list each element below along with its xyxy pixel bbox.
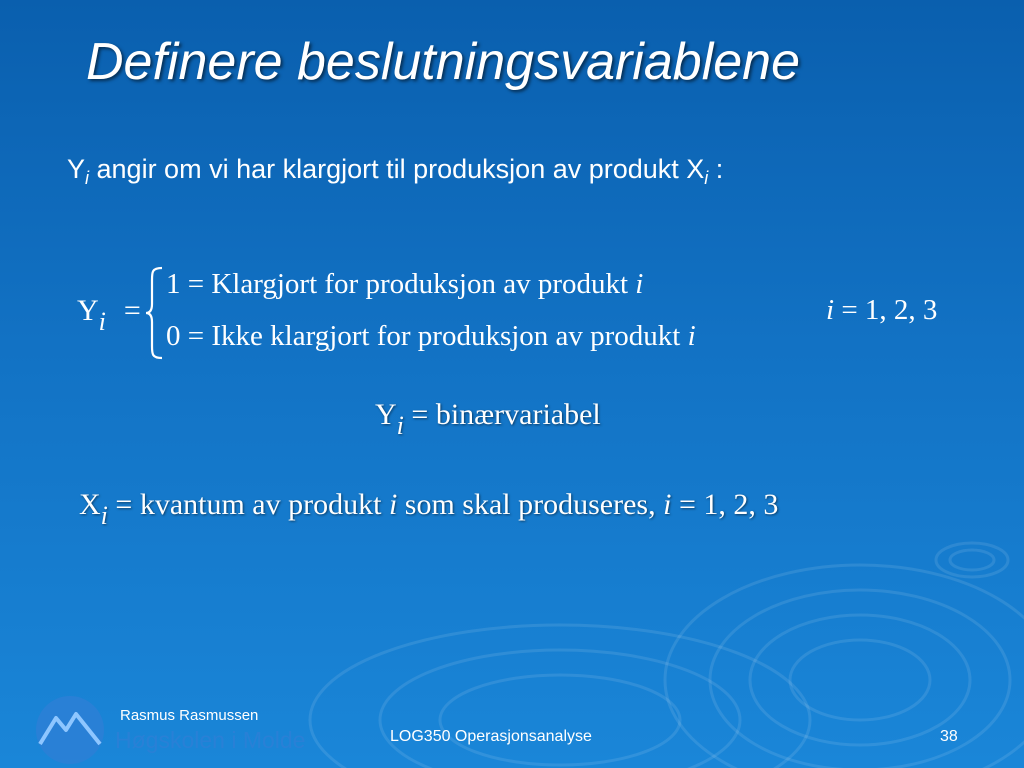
hogskolen-logo-icon: [30, 694, 110, 764]
institution-name: Høgskolen i Molde: [115, 727, 306, 753]
binary-variable-statement: [375, 398, 601, 440]
definition-equals: =: [123, 294, 141, 327]
x-definition-var-1: i: [388, 488, 398, 521]
index-range: [826, 294, 937, 327]
intro-tail: :: [708, 154, 724, 184]
case-klargjort-text: 1 = Klargjort for produksjon av produkt: [166, 268, 636, 300]
x-definition-text-2: som skal produseres,: [397, 488, 664, 521]
case-klargjort: [166, 268, 643, 301]
x-definition-var-2: i: [663, 488, 672, 521]
definition-lhs: [77, 294, 141, 336]
left-brace-icon: [144, 266, 166, 360]
binary-y-subscript: i: [396, 411, 404, 440]
x-definition-text-1: = kvantum av produkt: [107, 488, 389, 521]
intro-y: Y: [67, 154, 86, 184]
intro-y-subscript: i: [85, 168, 90, 188]
case-klargjort-var: i: [635, 268, 644, 300]
intro-text: [67, 154, 724, 188]
x-variable: X: [79, 488, 101, 521]
x-definition-text-3: = 1, 2, 3: [671, 488, 779, 521]
intro-sentence: angir om vi har klargjort til produksjon av produkt X: [89, 154, 705, 184]
intro-x-subscript: i: [704, 168, 709, 188]
index-range-values: = 1, 2, 3: [834, 294, 938, 326]
x-variable-subscript: i: [100, 501, 108, 530]
case-ikke-klargjort-var: i: [687, 320, 696, 352]
binary-text: = binærvariabel: [403, 398, 601, 431]
definition-y: Y: [77, 294, 99, 327]
slide-number: 38: [940, 728, 958, 745]
definition-y-subscript: i: [98, 307, 106, 336]
x-variable-definition: [79, 488, 779, 530]
case-ikke-klargjort-text: 0 = Ikke klargjort for produksjon av produkt: [166, 320, 688, 352]
binary-y: Y: [375, 398, 397, 431]
index-range-var: i: [826, 294, 835, 326]
case-ikke-klargjort: [166, 320, 696, 353]
slide-title: Definere beslutningsvariablene: [86, 33, 801, 91]
footer-course: LOG350 Operasjonsanalyse: [390, 728, 592, 745]
footer-author: Rasmus Rasmussen: [120, 707, 259, 724]
